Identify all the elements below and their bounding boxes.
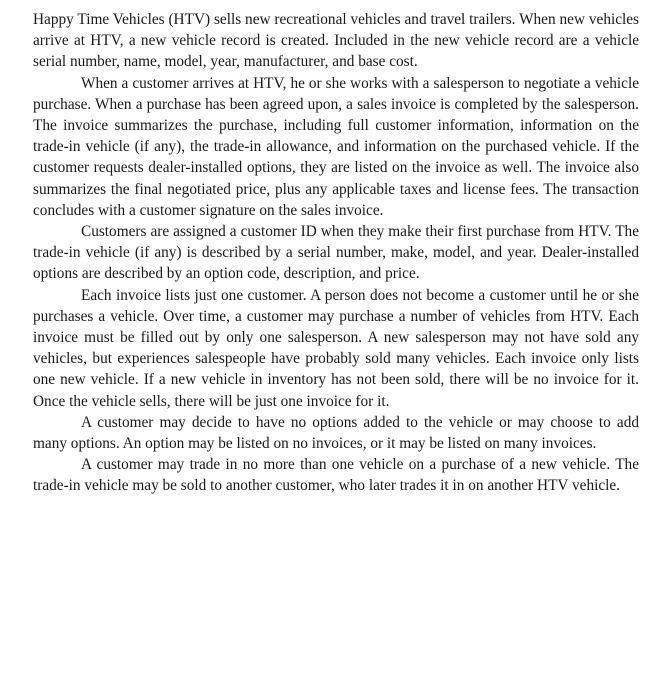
document-body: [33, 9, 639, 497]
paragraph-customer-id: Customers are assigned a customer ID when they make their first purchase from HTV. The trade-in vehicle (if any) is described by a serial number, make, model, and year. Dealer-installed options are described by an option code, description, and price.: [33, 223, 639, 283]
paragraph-options: A customer may decide to have no options added to the vehicle or may choose to add many options. An option may be listed on no invoices, or it may be listed on many invoices.: [33, 413, 639, 453]
paragraph-trade-in: A customer may trade in no more than one vehicle on a purchase of a new vehicle. The trade-in vehicle may be sold to another customer, who later trades it in on another HTV vehicle.: [33, 456, 639, 495]
paragraph-intro: Happy Time Vehicles (HTV) sells new recreational vehicles and travel trailers. When new vehicles arrive at HTV, a new vehicle record is created. Included in the new vehicle record are a vehicle serial number, name, model, year, manufacturer, and base cost.: [33, 11, 639, 71]
paragraph-purchase-process: When a customer arrives at HTV, he or she works with a salesperson to negotiate a vehicle purchase. When a purchase has been agreed upon, a sales invoice is completed by the salesperson. The invoice summarizes the purchase, including full customer information, information on the trade-in vehicle (if any), the trade-in allowance, and information on the purchased vehicle. If the customer requests dealer-installed options, they are listed on the invoice as well. The invoice also summarizes the final negotiated price, plus any applicable taxes and license fees. The transaction concludes with a customer signature on the sales invoice.: [33, 74, 639, 219]
paragraph-invoice-rules: Each invoice lists just one customer. A person does not become a customer until he or she purchases a vehicle. Over time, a customer may purchase a number of vehicles from HTV. Each invoice must be filled out by only one salesperson. A new salesperson may not have sold any vehicles, but experiences salespeople have probably sold many vehicles. Each invoice only lists one new vehicle. If a new vehicle in inventory has not been sold, there will be no invoice for it. Once the vehicle sells, there will be just one invoice for it.: [33, 286, 639, 410]
